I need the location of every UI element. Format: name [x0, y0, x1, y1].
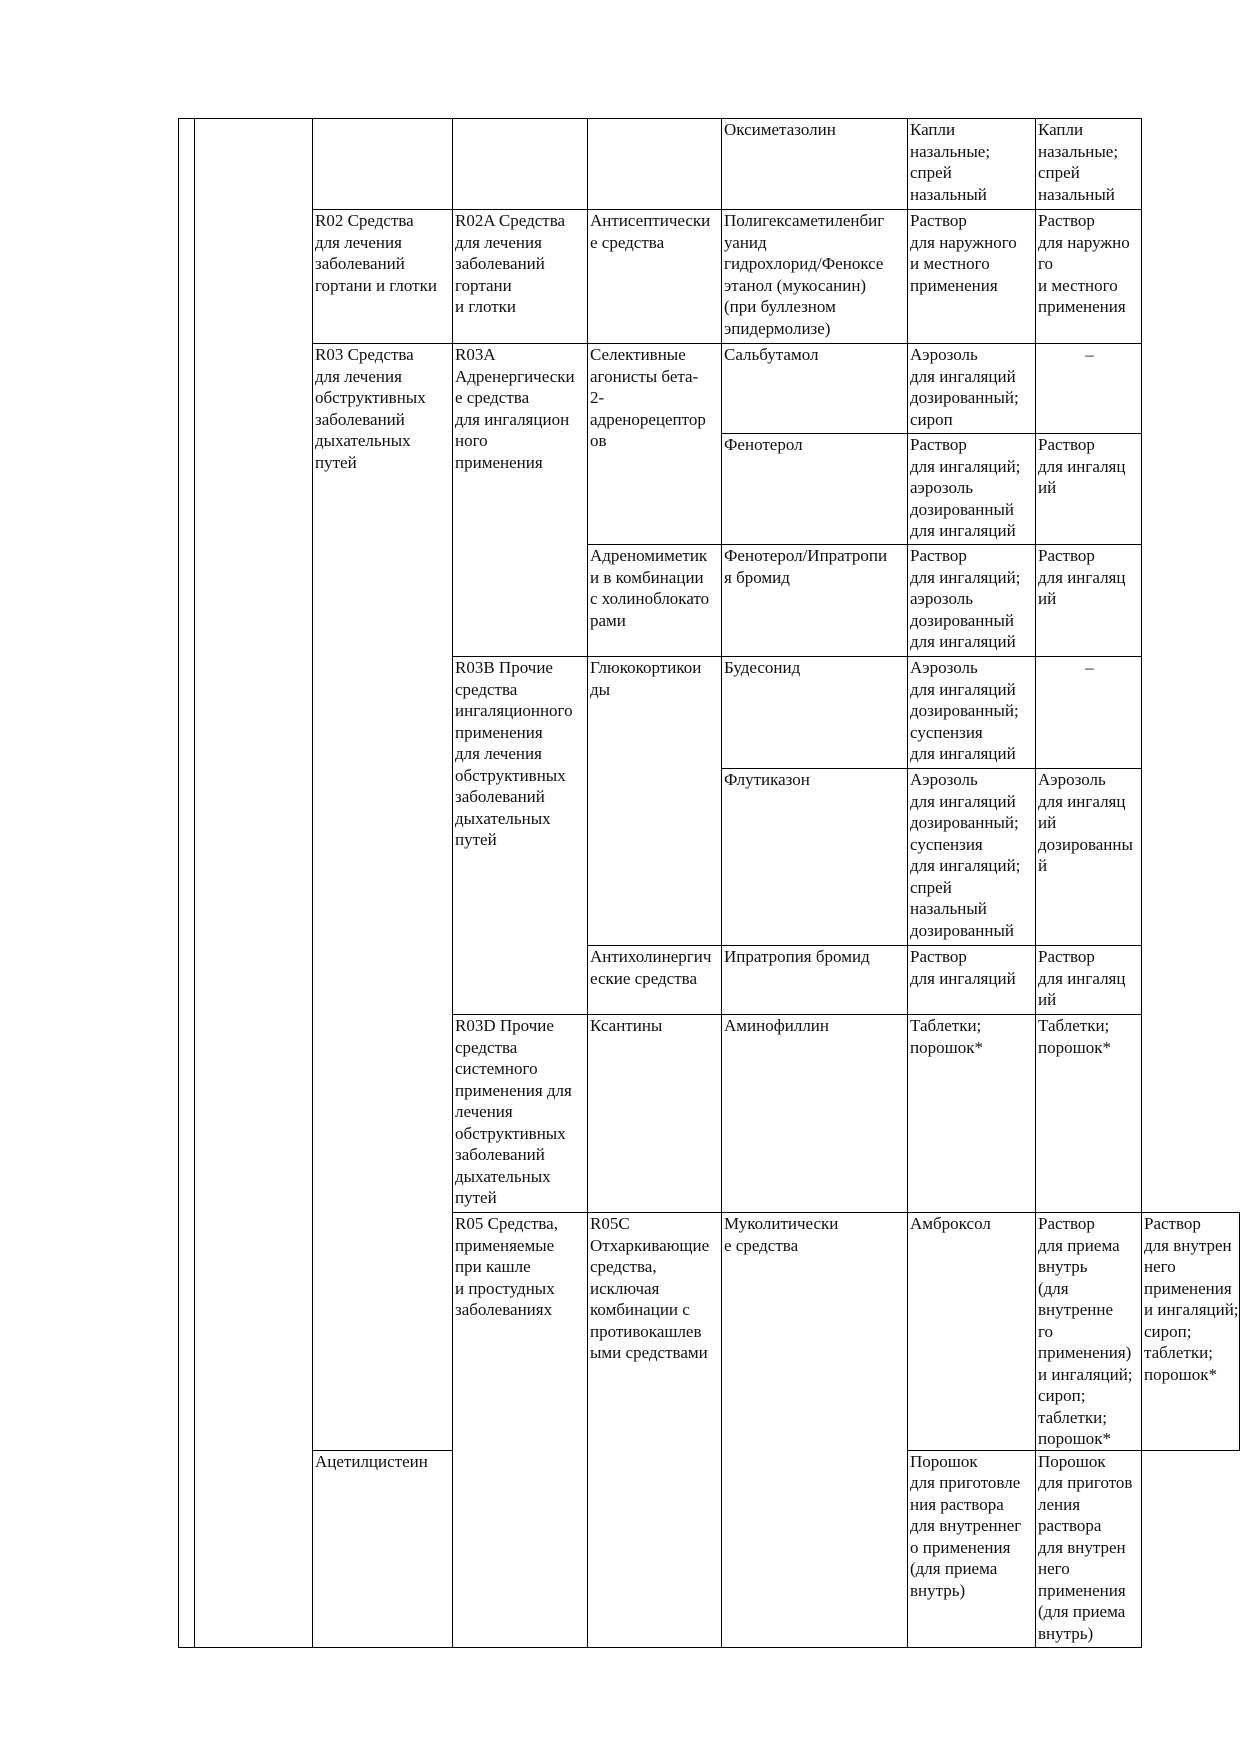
- cell-atc-subgroup: R03B Прочие средства ингаляционного применения для лечения обструктивных заболеваний дыхательных путей: [453, 657, 588, 1015]
- cell-drug-name: Ипратропия бромид: [722, 946, 908, 1015]
- cell-dosage-form-alt: Раствор для внутрен него применения и ингаляций; сироп; таблетки; порошок*: [1142, 1213, 1240, 1451]
- table-row: [179, 344, 1240, 434]
- cell-atc-subgroup: R03D Прочие средства системного применения для лечения обструктивных заболеваний дыхательных путей: [453, 1015, 588, 1213]
- cell-drug-name: Оксиметазолин: [722, 119, 908, 210]
- cell-drug-name: Флутиказон: [722, 769, 908, 946]
- cell-index: [179, 119, 195, 1648]
- table-row: [179, 119, 1240, 210]
- cell-dosage-form: Таблетки; порошок*: [908, 1015, 1036, 1213]
- cell-drug-name: Аминофиллин: [722, 1015, 908, 1213]
- cell-drug-name: Сальбутамол: [722, 344, 908, 434]
- cell-dosage-form-alt: Порошок для приготов ления раствора для внутрен него применения (для приема внутрь): [1036, 1450, 1142, 1647]
- cell-atc-subgroup: R05C Отхаркивающие средства, исключая комбинации с противокашлев ыми средствами: [588, 1213, 722, 1648]
- cell-atc-subgroup: R03A Адренергически е средства для ингаляцион ного применения: [453, 344, 588, 657]
- cell-dosage-form: Раствор для ингаляций; аэрозоль дозированный для ингаляций: [908, 434, 1036, 545]
- cell-atc-group: R03 Средства для лечения обструктивных заболеваний дыхательных путей: [313, 344, 453, 1451]
- cell-dosage-form: Раствор для наружного и местного применения: [908, 210, 1036, 344]
- cell-dosage-form: Аэрозоль для ингаляций дозированный; суспензия для ингаляций; спрей назальный дозированный: [908, 769, 1036, 946]
- cell-atc-group: [313, 119, 453, 210]
- cell-dosage-form-alt: Таблетки; порошок*: [1036, 1015, 1142, 1213]
- cell-atc-subgroup: R02A Средства для лечения заболеваний гортани и глотки: [453, 210, 588, 344]
- cell-dosage-form: Раствор для приема внутрь (для внутренне го применения) и ингаляций; сироп; таблетки; порошок*: [1036, 1213, 1142, 1451]
- cell-pharm-group: Глюкокортикои ды: [588, 657, 722, 946]
- cell-atc-group: R05 Средства, применяемые при кашле и простудных заболеваниях: [453, 1213, 588, 1648]
- cell-dosage-form: Порошок для приготовле ния раствора для внутреннег о применения (для приема внутрь): [908, 1450, 1036, 1647]
- cell-drug-name: Ацетилцистеин: [313, 1450, 453, 1647]
- cell-dosage-form: Раствор для ингаляций: [908, 946, 1036, 1015]
- cell-pharm-group: Адреномиметик и в комбинации с холиноблокато рами: [588, 545, 722, 657]
- cell-dosage-form-alt: Аэрозоль для ингаляц ий дозированны й: [1036, 769, 1142, 946]
- cell-drug-name: Фенотерол: [722, 434, 908, 545]
- cell-pharm-group: Антихолинергич еские средства: [588, 946, 722, 1015]
- cell-dosage-form-alt: Раствор для ингаляц ий: [1036, 434, 1142, 545]
- cell-drug-name: Амброксол: [908, 1213, 1036, 1451]
- cell-dosage-form: Аэрозоль для ингаляций дозированный; суспензия для ингаляций: [908, 657, 1036, 769]
- drug-table: [178, 118, 1240, 1648]
- cell-dosage-form: Аэрозоль для ингаляций дозированный; сироп: [908, 344, 1036, 434]
- cell-atc-subgroup: [453, 119, 588, 210]
- cell-drug-name: Полигексаметиленбиг уанид гидрохлорид/Феноксе этанол (мукосанин) (при буллезном эпидермолизе): [722, 210, 908, 344]
- cell-dosage-form-alt: –: [1036, 657, 1142, 769]
- cell-pharm-group: Селективные агонисты бета- 2- адренорецептор ов: [588, 344, 722, 545]
- cell-dosage-form-alt: Раствор для ингаляц ий: [1036, 545, 1142, 657]
- cell-dosage-form-alt: Раствор для наружно го и местного применения: [1036, 210, 1142, 344]
- cell-dosage-form: Раствор для ингаляций; аэрозоль дозированный для ингаляций: [908, 545, 1036, 657]
- cell-dosage-form-alt: Капли назальные; спрей назальный: [1036, 119, 1142, 210]
- cell-drug-name: Будесонид: [722, 657, 908, 769]
- table-row: [179, 210, 1240, 344]
- cell-pharm-group: Муколитически е средства: [722, 1213, 908, 1648]
- cell-atc-group: R02 Средства для лечения заболеваний гортани и глотки: [313, 210, 453, 344]
- cell-group: [195, 119, 313, 1648]
- cell-dosage-form-alt: –: [1036, 344, 1142, 434]
- cell-dosage-form: Капли назальные; спрей назальный: [908, 119, 1036, 210]
- cell-dosage-form-alt: Раствор для ингаляц ий: [1036, 946, 1142, 1015]
- cell-pharm-group: [588, 119, 722, 210]
- cell-pharm-group: Ксантины: [588, 1015, 722, 1213]
- cell-drug-name: Фенотерол/Ипратропи я бромид: [722, 545, 908, 657]
- cell-pharm-group: Антисептически е средства: [588, 210, 722, 344]
